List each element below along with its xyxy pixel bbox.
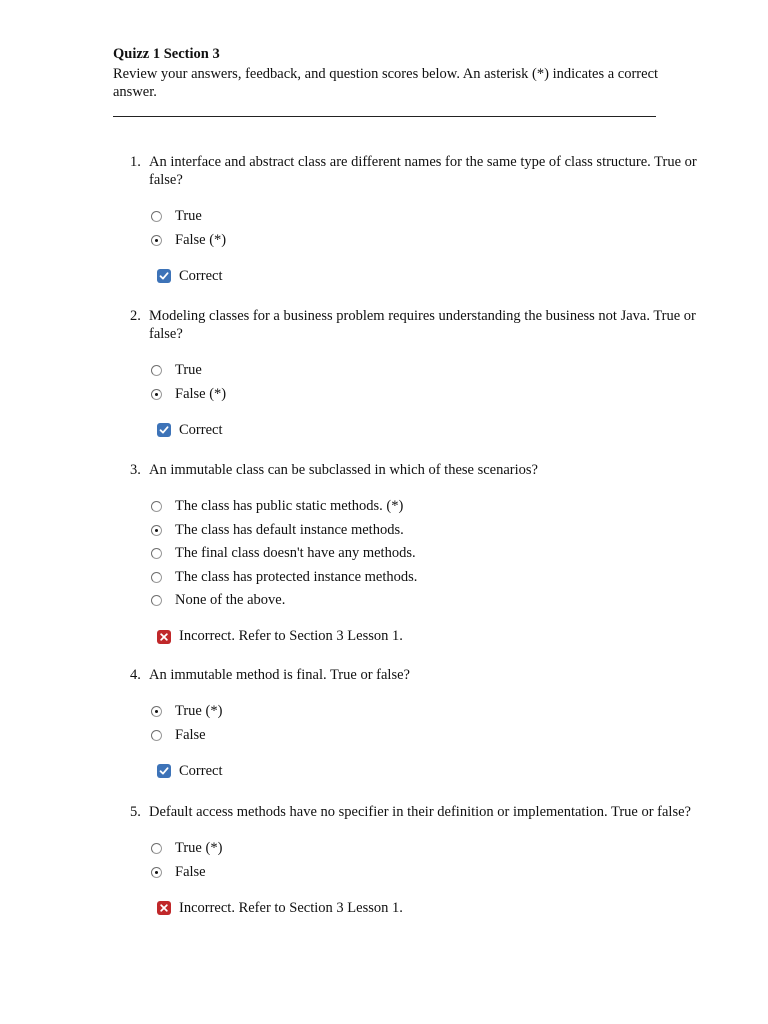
answer-option[interactable] xyxy=(149,837,710,861)
feedback-text: Correct xyxy=(179,421,223,438)
answer-option[interactable] xyxy=(149,861,710,885)
radio-button[interactable] xyxy=(151,730,162,741)
radio-button[interactable] xyxy=(151,572,162,583)
option-label: The class has default instance methods. xyxy=(175,521,404,538)
radio-button-selected[interactable] xyxy=(151,235,162,246)
question-2 xyxy=(130,307,710,440)
option-label: False xyxy=(175,863,206,880)
answer-option[interactable] xyxy=(149,383,710,407)
feedback-correct xyxy=(157,761,710,781)
option-label: The final class doesn't have any methods. xyxy=(175,545,416,562)
answer-option[interactable] xyxy=(149,589,710,613)
checkmark-icon xyxy=(157,423,171,437)
question-number: 3. xyxy=(130,462,141,478)
x-mark-icon xyxy=(157,630,171,644)
radio-button[interactable] xyxy=(151,548,162,559)
question-5 xyxy=(130,803,710,918)
answer-option[interactable] xyxy=(149,724,710,748)
radio-button[interactable] xyxy=(151,501,162,512)
feedback-correct xyxy=(157,420,710,440)
radio-button-selected[interactable] xyxy=(151,525,162,536)
option-label: True (*) xyxy=(175,703,223,720)
quiz-title: Quizz 1 Section 3 xyxy=(113,46,220,62)
question-number: 4. xyxy=(130,667,141,683)
feedback-correct xyxy=(157,266,710,286)
question-text: An immutable class can be subclassed in which of these scenarios? xyxy=(149,462,538,478)
radio-button[interactable] xyxy=(151,843,162,854)
answer-option[interactable] xyxy=(149,519,710,543)
question-text: An interface and abstract class are different names for the same type of class structure. True or false? xyxy=(149,154,697,188)
answer-option[interactable] xyxy=(149,229,710,253)
checkmark-icon xyxy=(157,764,171,778)
feedback-incorrect xyxy=(157,627,710,647)
question-number: 2. xyxy=(130,308,141,324)
feedback-text: Correct xyxy=(179,267,223,284)
answer-option[interactable] xyxy=(149,700,710,724)
question-1 xyxy=(130,153,710,286)
option-label: True (*) xyxy=(175,840,223,857)
answer-options xyxy=(149,205,710,252)
radio-button[interactable] xyxy=(151,211,162,222)
radio-button-selected[interactable] xyxy=(151,389,162,400)
question-3 xyxy=(130,461,710,647)
question-4 xyxy=(130,666,710,781)
answer-options xyxy=(149,359,710,406)
answer-options xyxy=(149,837,710,884)
option-label: True xyxy=(175,362,202,379)
radio-button-selected[interactable] xyxy=(151,706,162,717)
radio-button-selected[interactable] xyxy=(151,867,162,878)
option-label: None of the above. xyxy=(175,592,286,609)
divider xyxy=(113,116,656,117)
answer-option[interactable] xyxy=(149,566,710,590)
option-label: True xyxy=(175,208,202,225)
answer-option[interactable] xyxy=(149,359,710,383)
question-text: An immutable method is final. True or false? xyxy=(149,667,410,683)
quiz-instructions: Review your answers, feedback, and question scores below. An asterisk (*) indicates a correct answer. xyxy=(113,66,659,100)
checkmark-icon xyxy=(157,269,171,283)
option-label: The class has protected instance methods. xyxy=(175,568,418,585)
question-number: 1. xyxy=(130,154,141,170)
x-mark-icon xyxy=(157,901,171,915)
answer-option[interactable] xyxy=(149,495,710,519)
option-label: The class has public static methods. (*) xyxy=(175,498,404,515)
radio-button[interactable] xyxy=(151,595,162,606)
radio-button[interactable] xyxy=(151,365,162,376)
question-number: 5. xyxy=(130,804,141,820)
answer-option[interactable] xyxy=(149,542,710,566)
feedback-text: Correct xyxy=(179,762,223,779)
option-label: False xyxy=(175,726,206,743)
answer-option[interactable] xyxy=(149,205,710,229)
answer-options xyxy=(149,495,710,613)
question-text: Default access methods have no specifier in their definition or implementation. True or false? xyxy=(149,804,691,820)
feedback-text: Incorrect. Refer to Section 3 Lesson 1. xyxy=(179,899,403,916)
option-label: False (*) xyxy=(175,231,227,248)
answer-options xyxy=(149,700,710,747)
question-text: Modeling classes for a business problem requires understanding the business not Java. True or false? xyxy=(149,308,696,342)
feedback-text: Incorrect. Refer to Section 3 Lesson 1. xyxy=(179,628,403,644)
feedback-incorrect xyxy=(157,898,710,918)
option-label: False (*) xyxy=(175,385,227,402)
